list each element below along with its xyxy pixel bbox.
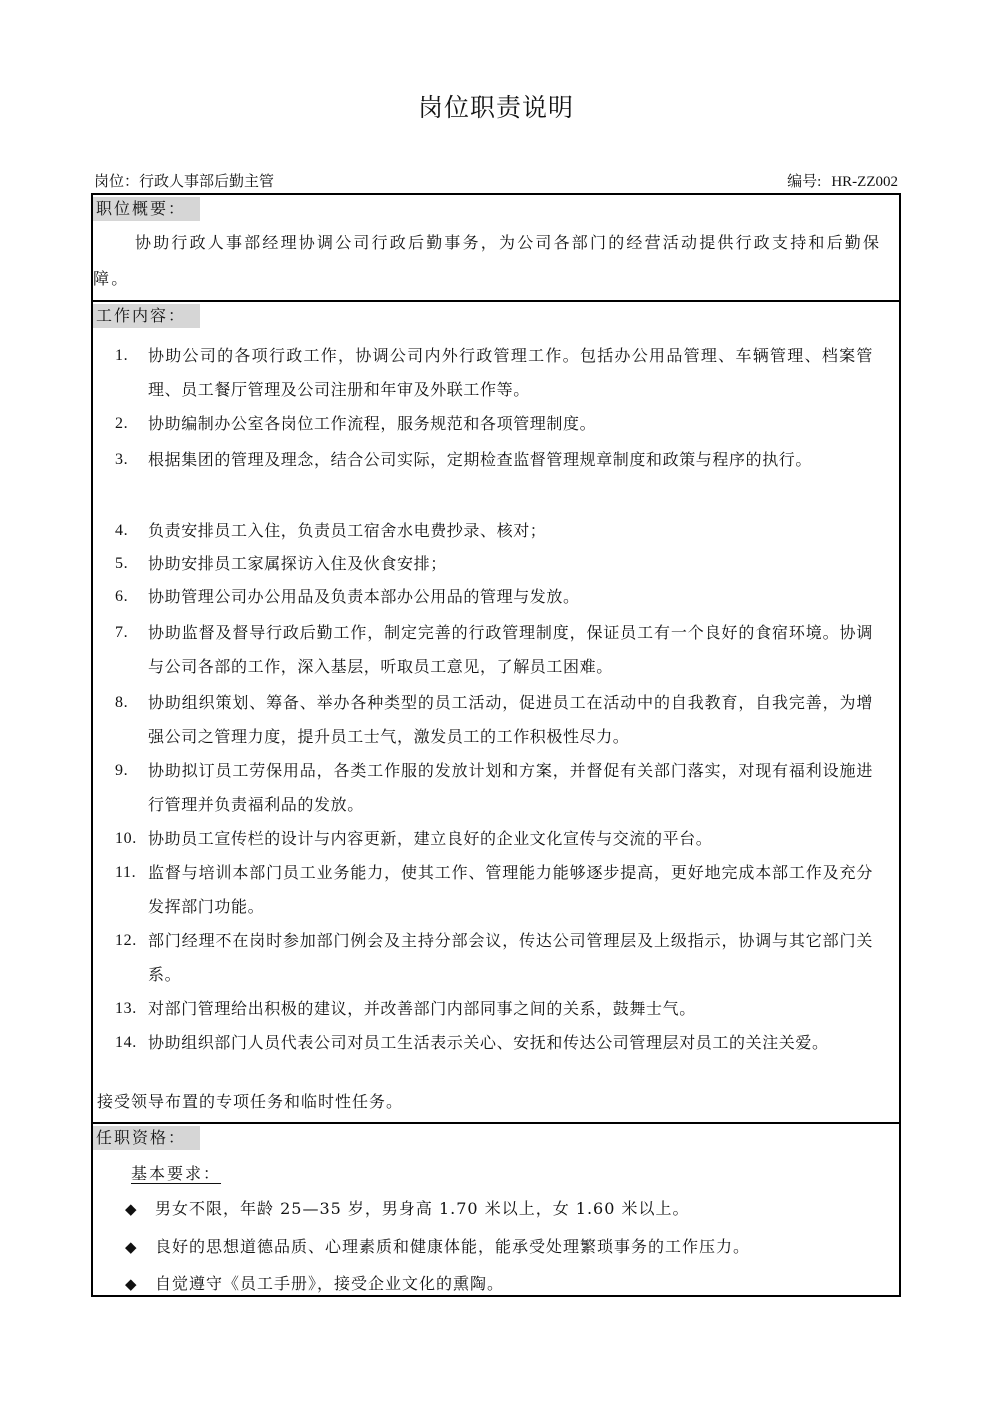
document-code bbox=[777, 170, 898, 191]
item-number: 7. bbox=[115, 624, 129, 641]
item-text: 协助员工宣传栏的设计与内容更新，建立良好的企业文化宣传与交流的平台。 bbox=[148, 829, 713, 848]
item-number: 12. bbox=[115, 932, 137, 949]
item-text: 协助监督及督导行政后勤工作，制定完善的行政管理制度，保证员工有一个良好的食宿环境。协调与公司各部的工作，深入基层，听取员工意见，了解员工困难。 bbox=[148, 623, 873, 676]
item-text: 协助公司的各项行政工作，协调公司内外行政管理工作。包括办公用品管理、车辆管理、档案管理、员工餐厅管理及公司注册和年审及外联工作等。 bbox=[148, 346, 873, 399]
closing-text: 接受领导布置的专项任务和临时性任务。 bbox=[97, 1092, 404, 1111]
list-item bbox=[93, 1026, 873, 1060]
requirement-text: 自觉遵守《员工手册》，接受企业文化的熏陶。 bbox=[155, 1274, 505, 1293]
requirement-text: 男女不限，年龄 25—35 岁，男身高 1.70 米以上，女 1.60 米以上。 bbox=[155, 1199, 690, 1218]
list-item bbox=[93, 822, 873, 856]
list-item bbox=[93, 407, 873, 441]
item-number: 13. bbox=[115, 1000, 137, 1017]
requirement-text: 良好的思想道德品质、心理素质和健康体能，能承受处理繁琐事务的工作压力。 bbox=[155, 1237, 751, 1256]
item-number: 2. bbox=[115, 415, 129, 432]
item-text: 监督与培训本部门员工业务能力，使其工作、管理能力能够逐步提高，更好地完成本部工作及充分发挥部门功能。 bbox=[148, 863, 873, 916]
list-item bbox=[93, 754, 873, 822]
item-text: 协助编制办公室各岗位工作流程，服务规范和各项管理制度。 bbox=[148, 414, 597, 433]
diamond-bullet-icon: ◆ bbox=[125, 1275, 138, 1293]
item-number: 10. bbox=[115, 830, 137, 847]
item-number: 11. bbox=[115, 864, 137, 881]
list-item bbox=[93, 924, 873, 992]
position-label: 岗位：行政人事部后勤主管 bbox=[94, 172, 275, 190]
item-number: 5. bbox=[115, 555, 129, 572]
item-number: 8. bbox=[115, 694, 129, 711]
qualifications-heading: 任职资格： bbox=[93, 1126, 200, 1150]
item-text: 协助安排员工家属探访入住及伙食安排； bbox=[148, 554, 447, 573]
item-text: 部门经理不在岗时参加部门例会及主持分部会议，传达公司管理层及上级指示，协调与其它部门关系。 bbox=[148, 931, 873, 984]
list-item bbox=[93, 992, 873, 1026]
requirement-item bbox=[125, 1272, 504, 1296]
diamond-bullet-icon: ◆ bbox=[125, 1200, 138, 1218]
item-number: 9. bbox=[115, 762, 129, 779]
list-item bbox=[93, 686, 873, 754]
work-heading: 工作内容： bbox=[93, 304, 200, 328]
qualifications-section bbox=[93, 1122, 899, 1295]
item-text: 根据集团的管理及理念，结合公司实际，定期检查监督管理规章制度和政策与程序的执行。 bbox=[148, 450, 813, 469]
code-value: HR-ZZ002 bbox=[831, 174, 898, 190]
diamond-bullet-icon: ◆ bbox=[125, 1238, 138, 1256]
code-label: 编号: bbox=[787, 174, 822, 190]
work-content-section bbox=[93, 300, 899, 1122]
item-text: 对部门管理给出积极的建议，并改善部门内部同事之间的关系，鼓舞士气。 bbox=[148, 999, 696, 1018]
overview-section bbox=[93, 195, 899, 300]
item-text: 协助拟订员工劳保用品，各类工作服的发放计划和方案，并督促有关部门落实，对现有福利设施进行管理并负责福利品的发放。 bbox=[148, 761, 873, 814]
list-item bbox=[93, 856, 873, 924]
list-item bbox=[93, 443, 873, 477]
item-text: 协助管理公司办公用品及负责本部办公用品的管理与发放。 bbox=[148, 587, 580, 606]
item-number: 3. bbox=[115, 451, 129, 468]
responsibility-table bbox=[91, 193, 901, 1297]
item-text: 协助组织部门人员代表公司对员工生活表示关心、安抚和传达公司管理层对员工的关注关爱。 bbox=[148, 1033, 829, 1052]
item-text: 负责安排员工入住，负责员工宿舍水电费抄录、核对； bbox=[148, 521, 547, 540]
list-item bbox=[93, 514, 873, 548]
document-title: 岗位职责说明 bbox=[417, 93, 574, 122]
requirement-item bbox=[125, 1235, 750, 1259]
item-text: 协助组织策划、筹备、举办各种类型的员工活动，促进员工在活动中的自我教育，自我完善，为增强公司之管理力度，提升员工士气，激发员工的工作积极性尽力。 bbox=[148, 693, 873, 746]
list-item bbox=[93, 547, 873, 581]
list-item bbox=[93, 339, 873, 407]
item-number: 6. bbox=[115, 588, 129, 605]
item-number: 14. bbox=[115, 1034, 137, 1051]
list-item bbox=[93, 616, 873, 684]
list-item bbox=[93, 580, 873, 614]
basic-requirements-subheading: 基本要求： bbox=[131, 1164, 222, 1183]
overview-text: 协助行政人事部经理协调公司行政后勤事务，为公司各部门的经营活动提供行政支持和后勤保障。 bbox=[93, 233, 882, 288]
requirement-item bbox=[125, 1197, 690, 1221]
item-number: 4. bbox=[115, 522, 129, 539]
overview-heading: 职位概要： bbox=[93, 197, 200, 221]
document-meta bbox=[94, 170, 900, 192]
item-number: 1. bbox=[115, 347, 129, 364]
